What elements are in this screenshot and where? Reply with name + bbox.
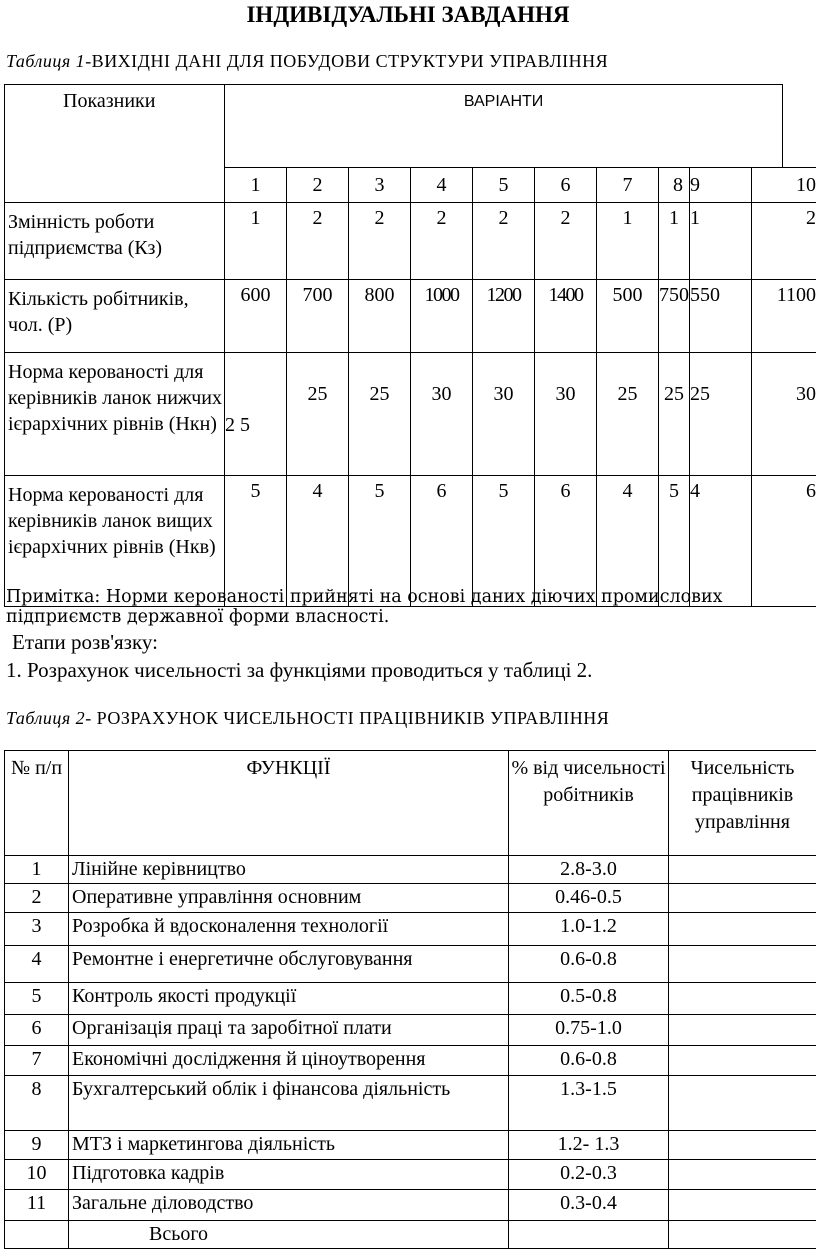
variant-number: 4 [411,168,473,203]
staff-count-cell [669,884,816,913]
variant-value: 1000 [411,280,473,353]
percent-range: 1.0-1.2 [509,913,669,946]
function-name: Загальне діловодство [69,1190,509,1221]
staff-count-cell [669,1160,816,1190]
variant-value: 1 [659,203,690,280]
variant-number: 1 [225,168,287,203]
variant-value: 25 [659,353,690,476]
variant-value: 25 [597,353,659,476]
variant-value: 1 [690,203,752,280]
variant-number: 3 [349,168,411,203]
row-number: 8 [5,1076,69,1131]
row-number: 2 [5,884,69,913]
variant-value: 30 [473,353,535,476]
percent-range: 1.2- 1.3 [509,1131,669,1160]
variant-value: 25 [287,353,349,476]
variant-number: 2 [287,168,349,203]
note: Примітка: Норми керованості прийняті на основі даних діючих промислових підприємств державної форми власності. [6,587,723,627]
percent-range: 1.3-1.5 [509,1076,669,1131]
indicators-header: Показники [5,85,225,203]
staff-count-cell [669,946,816,983]
row-number: 7 [5,1046,69,1076]
table2-caption [6,708,609,729]
variant-value: 4 [597,476,659,607]
variant-number: 10 [752,168,816,203]
percent-range: 0.6-0.8 [509,946,669,983]
table2-caption-prefix: Таблиця 2 [6,708,86,728]
percent-range: 0.46-0.5 [509,884,669,913]
variant-value: 25 [690,353,752,476]
variants-header: ВАРІАНТИ [225,85,783,168]
variant-value: 30 [411,353,473,476]
table-row [5,983,816,1015]
table-row [5,1131,816,1160]
percent-range: 0.3-0.4 [509,1190,669,1221]
variant-value: 800 [349,280,411,353]
staff-count-cell [669,1190,816,1221]
variant-value: 1200 [473,280,535,353]
row-number: 4 [5,946,69,983]
percent-header: % від чисельності робітників [509,751,669,856]
staff-count-cell [669,913,816,946]
staff-count-cell [669,1131,816,1160]
table-row [5,884,816,913]
variant-value: 5 [659,476,690,607]
variant-value: 5 [225,476,287,607]
table-row [5,913,816,946]
function-name: Оперативне управління основним [69,884,509,913]
table1-caption-prefix: Таблиця 1 [6,51,86,71]
function-name: Контроль якості продукції [69,983,509,1015]
variant-value: 2 5 [225,353,287,476]
staff-count-cell [669,1076,816,1131]
function-name: МТЗ і маркетингова діяльність [69,1131,509,1160]
variant-number: 8 [659,168,690,203]
table1-caption-text: -ВИХІДНІ ДАНІ ДЛЯ ПОБУДОВИ СТРУКТУРИ УПРАВЛІННЯ [85,51,609,71]
function-name: Лінійне керівництво [69,856,509,884]
variant-value: 30 [535,353,597,476]
variant-value: 2 [752,203,816,280]
variant-value: 1100 [752,280,816,353]
function-name: Розробка й вдосконалення технології [69,913,509,946]
table-row [5,1076,816,1131]
percent-range: 2.8-3.0 [509,856,669,884]
staff-count-cell [669,983,816,1015]
function-name: Організація праці та заробітної плати [69,1015,509,1046]
percent-range: 0.2-0.3 [509,1160,669,1190]
staff-count-cell [669,856,816,884]
row-number: 5 [5,983,69,1015]
percent-range: 0.6-0.8 [509,1046,669,1076]
source-data-table [4,84,816,607]
table-row [5,1046,816,1076]
variant-value: 1 [597,203,659,280]
table-row [5,1190,816,1221]
variant-value: 2 [535,203,597,280]
variant-value: 6 [411,476,473,607]
variant-number: 6 [535,168,597,203]
row-number: 11 [5,1190,69,1221]
table-row [5,353,816,476]
variant-value: 2 [287,203,349,280]
variant-value: 750 [659,280,690,353]
staff-count-cell [669,1046,816,1076]
num-header: № п/п [5,751,69,856]
count-header: Чисельність працівників управління [669,751,816,856]
row-number: 1 [5,856,69,884]
row-number: 9 [5,1131,69,1160]
table-row [5,1160,816,1190]
staff-count-cell [669,1015,816,1046]
staff-calculation-table [4,750,816,1249]
variant-value: 550 [690,280,752,353]
function-name: Економічні дослідження й ціноутворення [69,1046,509,1076]
indicator-label: Норма керованості для керівників ланок вищих ієрархічних рівнів (Нкв) [5,476,225,607]
variant-value: 4 [690,476,752,607]
variant-number: 9 [690,168,752,203]
variant-value: 6 [752,476,816,607]
function-name: Бухгалтерський облік і фінансова діяльність [69,1076,509,1131]
variant-number: 5 [473,168,535,203]
variant-value: 2 [349,203,411,280]
row-number: 3 [5,913,69,946]
variant-value: 25 [349,353,411,476]
variant-value: 30 [752,353,816,476]
indicator-label: Кількість робітників, чол. (Р) [5,280,225,353]
stage-1: 1. Розрахунок чисельності за функціями проводиться у таблиці 2. [6,658,593,682]
table1-caption [6,51,608,72]
page-title: ІНДИВІДУАЛЬНІ ЗАВДАННЯ [246,2,570,27]
variant-value: 600 [225,280,287,353]
functions-header: ФУНКЦІЇ [69,751,509,856]
total-label: Всього [69,1221,509,1249]
table-row [5,946,816,983]
variant-value: 1 [225,203,287,280]
table-row [5,203,816,280]
percent-range: 0.75-1.0 [509,1015,669,1046]
variant-value: 1400 [535,280,597,353]
table-row [5,856,816,884]
function-name: Підготовка кадрів [69,1160,509,1190]
variant-number: 7 [597,168,659,203]
variant-value: 500 [597,280,659,353]
variant-value: 2 [473,203,535,280]
stages-label: Етапи розв'язку: [12,630,158,654]
indicator-label: Норма керованості для керівників ланок нижчих ієрархічних рівнів (Нкн) [5,353,225,476]
variant-value: 5 [473,476,535,607]
row-number: 10 [5,1160,69,1190]
row-number: 6 [5,1015,69,1046]
variant-value: 6 [535,476,597,607]
variant-value: 700 [287,280,349,353]
variant-value: 5 [349,476,411,607]
indicator-label: Змінність роботи підприємства (Кз) [5,203,225,280]
percent-range: 0.5-0.8 [509,983,669,1015]
table-row [5,1015,816,1046]
variant-value: 4 [287,476,349,607]
variant-value: 2 [411,203,473,280]
table-row [5,280,816,353]
table2-caption-text: - РОЗРАХУНОК ЧИСЕЛЬНОСТІ ПРАЦІВНИКІВ УПРАВЛІННЯ [85,708,610,728]
function-name: Ремонтне і енергетичне обслуговування [69,946,509,983]
